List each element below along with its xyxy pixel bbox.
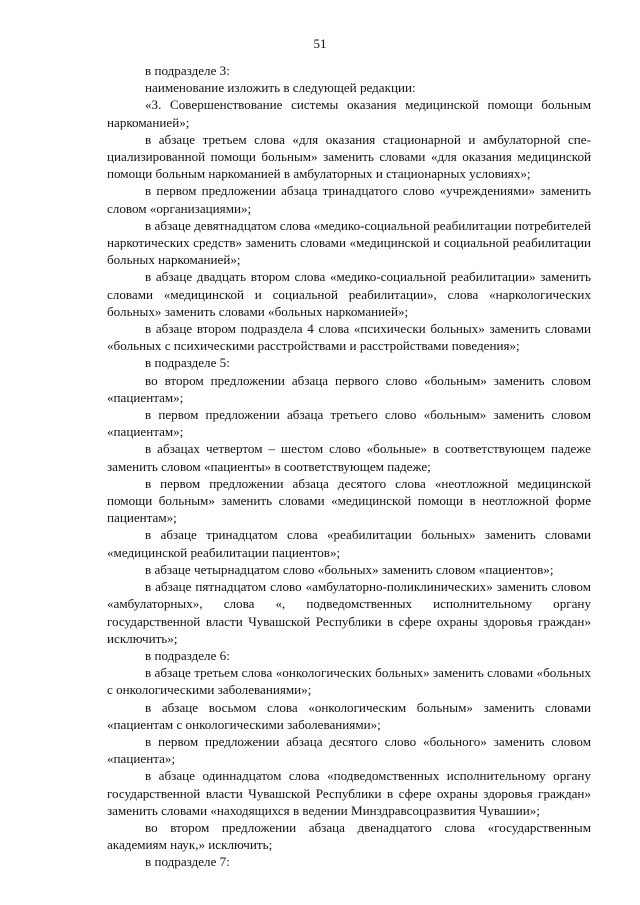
paragraph: в первом предложении абзаца десятого слова «неотложной медицинской помощи больным» заменить словами «медицинской помощи в неотложной форме пациентам»; [107, 475, 591, 526]
paragraph: в первом предложении абзаца десятого слово «больного» заменить словом «пациента»; [107, 733, 591, 767]
paragraph: в абзаце восьмом слова «онкологическим больным» заменить словами «пациентам с онкологическими заболеваниями»; [107, 699, 591, 732]
paragraph: в первом предложении абзаца тринадцатого слово «учреждениями» заменить словом «организациями»; [107, 183, 591, 216]
paragraph: в подразделе 3: [145, 63, 230, 78]
paragraph: в подразделе 5: [145, 355, 230, 371]
paragraph: в абзаце тринадцатом слова «реабилитации больных» заменить словами «медицинской реабилитации пациентов»; [107, 527, 591, 560]
paragraph: в абзаце третьем слова «для оказания стационарной и амбулаторной специализированной помощи больным» заменить словами «для оказания медицинской помощи больным наркоманией в амбулаторных и стационарных условиях»; [107, 131, 591, 182]
paragraph: в абзаце четырнадцатом слово «больных» заменить словом «пациентов»; [145, 561, 554, 577]
paragraph: «3. Совершенствование системы оказания медицинской помощи больным наркоманией»; [107, 97, 591, 130]
paragraph: в подразделе 7: [145, 854, 230, 870]
paragraph: в абзаце девятнадцатом слова «медико-социальной реабилитации потребителей наркотических средств» заменить словами «медицинской и социальной реабилитации больных наркоманией»; [107, 217, 591, 268]
paragraph: в абзаце третьем слова «онкологических больных» заменить словами «больных с онкологическими заболеваниями»; [107, 665, 591, 698]
paragraph: в абзаце втором подраздела 4 слова «психически больных» заменить словами «больных с психическими расстройствами и расстройствами поведения»; [107, 321, 591, 354]
page-number: 51 [313, 36, 327, 51]
paragraph: во втором предложении абзаца первого слово «больным» заменить словом «пациентам»; [107, 372, 591, 405]
paragraph: в подразделе 6: [145, 647, 230, 663]
paragraph: во втором предложении абзаца двенадцатого слова «государственным академиям наук,» исключить; [107, 819, 591, 853]
paragraph: в абзаце пятнадцатом слово «амбулаторно-поликлинических» заменить словом «амбулаторных», слова «, подведомственных исполнительному органу государственной власти Чувашской Республики в сфере охраны здоровья граждан» исключить»; [107, 579, 591, 646]
paragraph: в абзаце двадцать втором слова «медико-социальной реабилитации» заменить словами «медицинской и социальной реабилитации», слова «наркологических больных» заменить словами «больных наркоманией»; [107, 269, 591, 319]
paragraph: в абзаце одиннадцатом слова «подведомственных исполнительному органу государственной власти Чувашской Республики в сфере охраны здоровья граждан» заменить словами «находящихся в ведении Минздравсоцразвития Чувашии»; [107, 768, 591, 818]
paragraph: наименование изложить в следующей редакции: [145, 80, 416, 96]
paragraph: в первом предложении абзаца третьего слово «больным» заменить словом «пациентам»; [107, 407, 591, 440]
paragraph: в абзацах четвертом – шестом слово «больные» в соответствующем падеже заменить словом «пациенты» в соответствующем падеже; [107, 441, 591, 474]
document-body [107, 62, 591, 871]
